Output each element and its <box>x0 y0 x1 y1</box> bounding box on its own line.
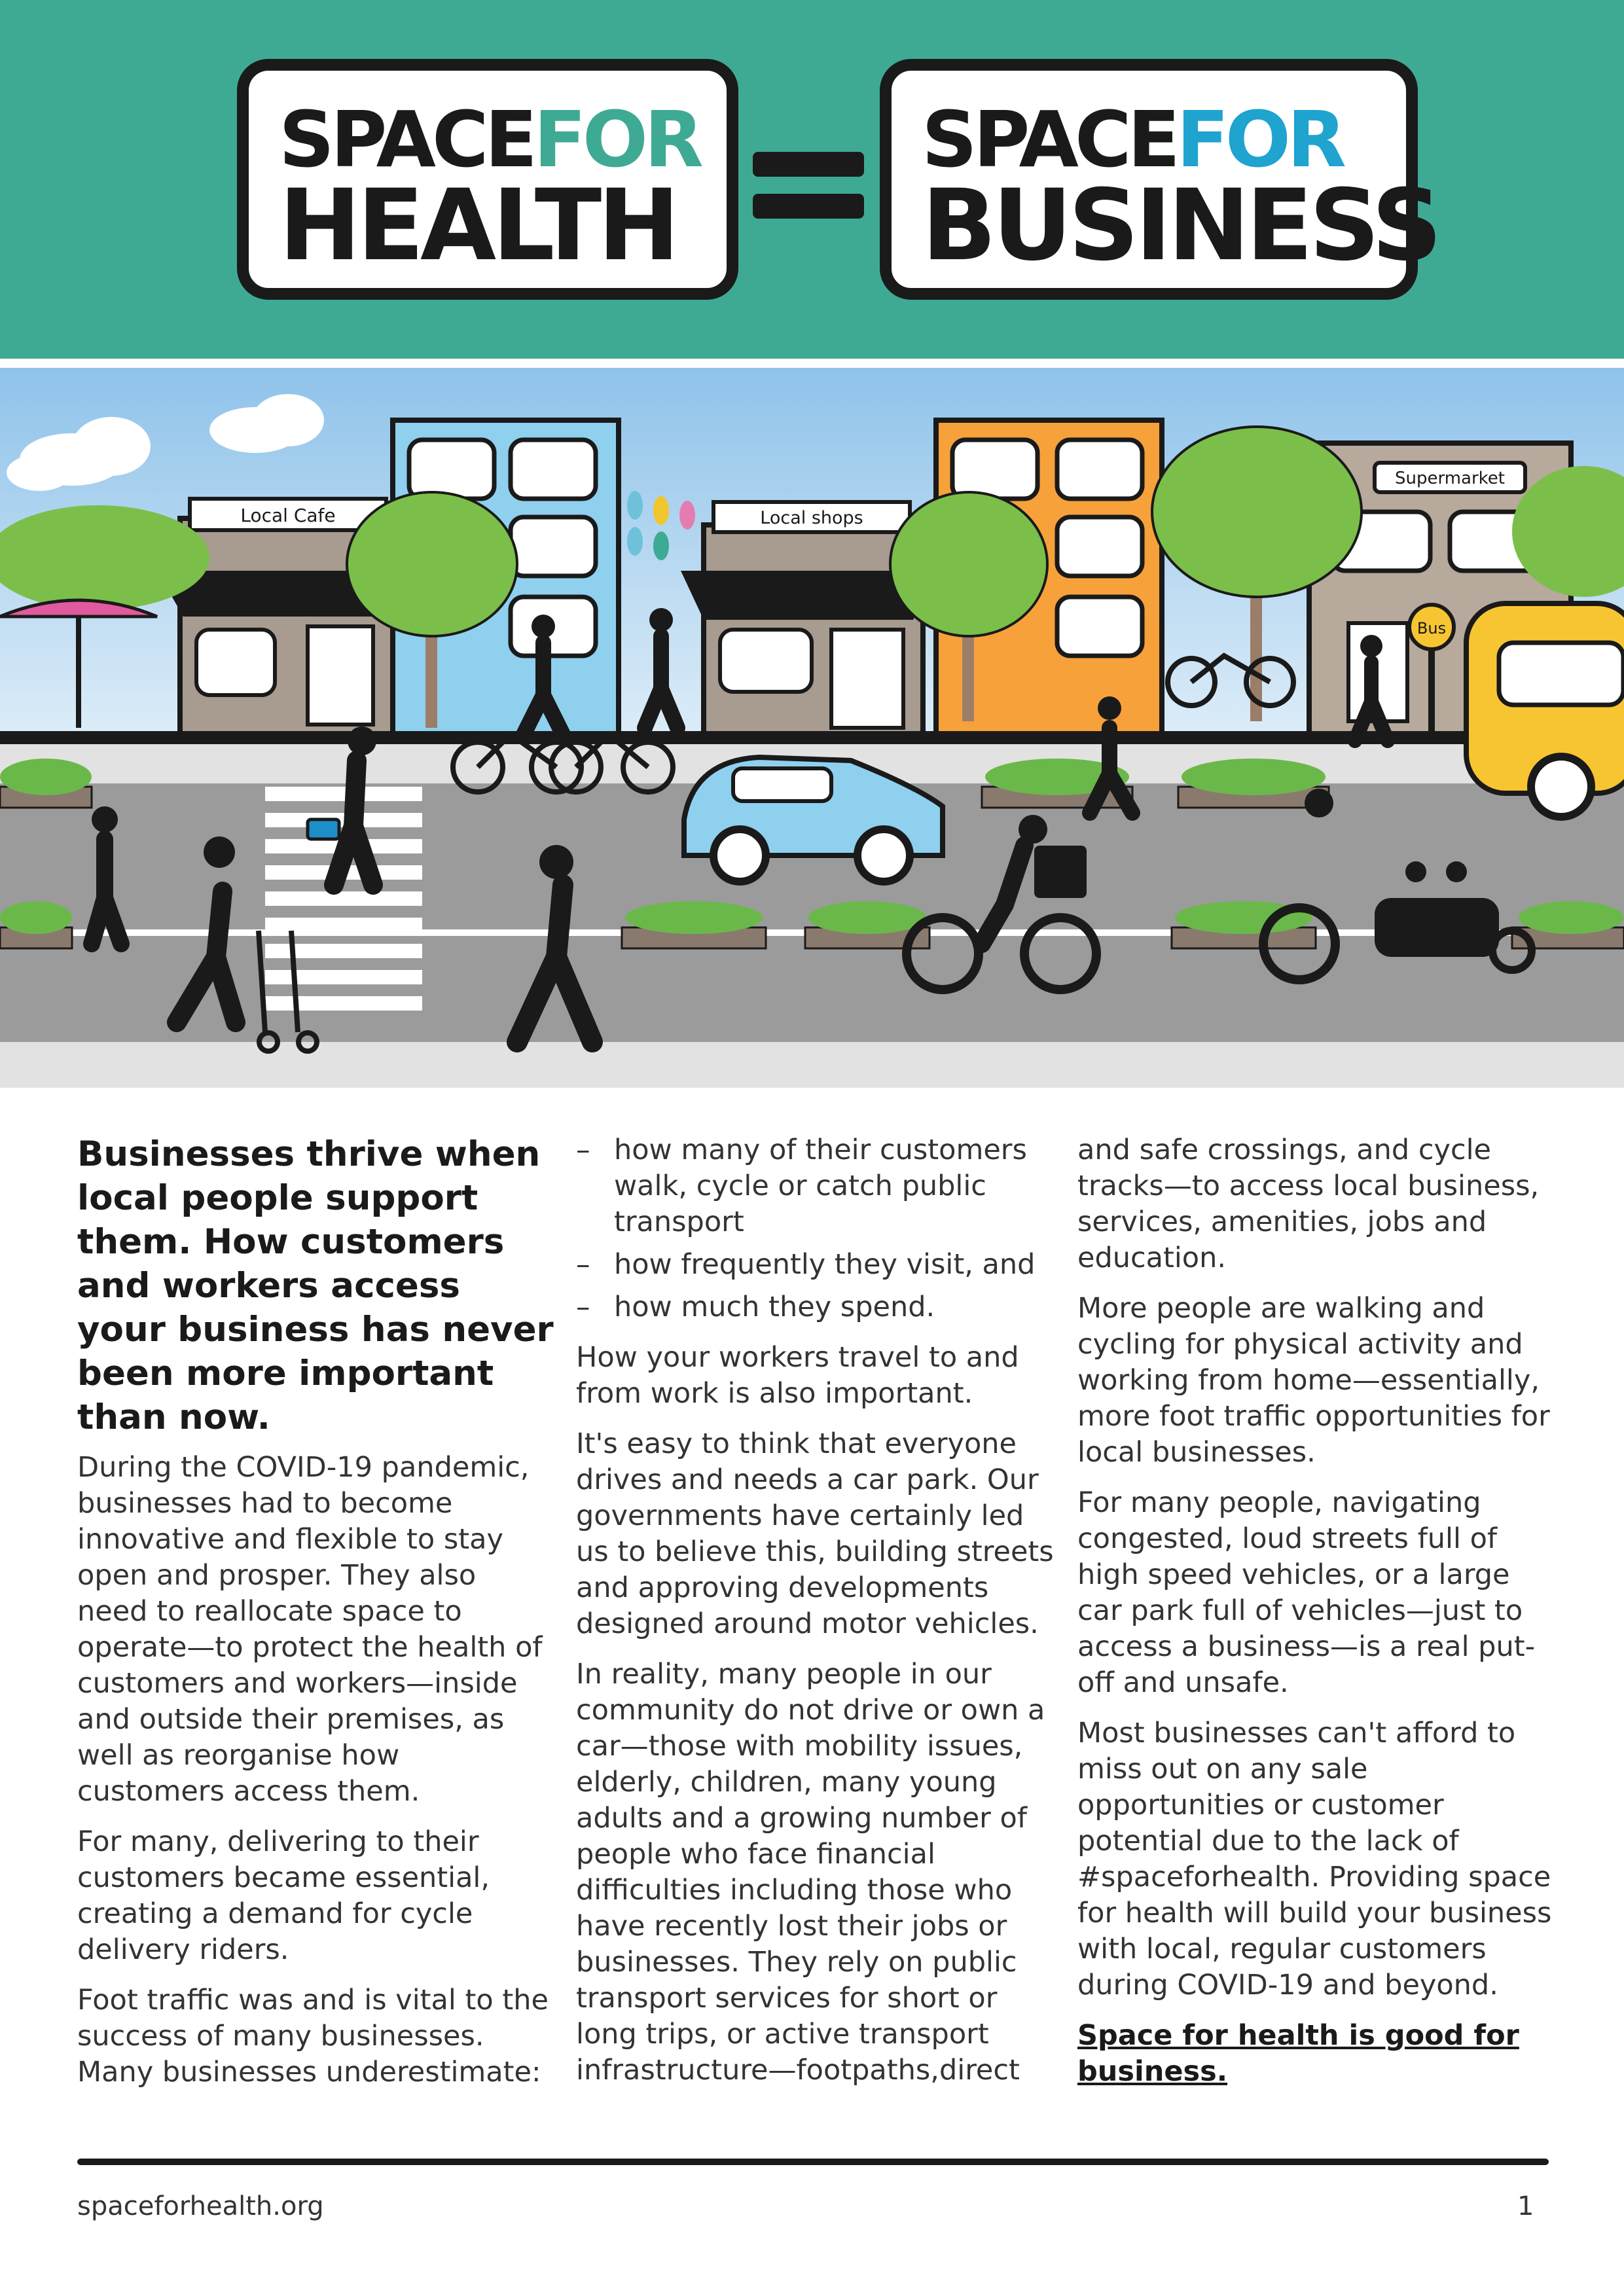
equals-bar-bottom <box>753 194 864 219</box>
list-item <box>576 1132 1054 1240</box>
col3-paragraph-0: and safe crossings, and cycle tracks—to access local business, services, amenities, jobs and education. <box>1077 1134 1540 1274</box>
col1-paragraph-1: During the COVID-19 pandemic, businesses had to become innovative and flexible to stay open and prosper. They also need to reallocate space to operate—to protect the health of customers and workers—inside and outside their premises, as well as reorganise how customers access them. <box>77 1451 543 1808</box>
column-3 <box>1077 1132 1562 2104</box>
supermarket-sign: Supermarket <box>1395 469 1505 488</box>
logo-left-health: HEALTH <box>279 169 676 283</box>
street-illustration <box>0 368 1624 1088</box>
cafe-sign: Local Cafe <box>240 505 336 526</box>
logo-right-space: SPACE <box>922 94 1177 185</box>
page-number: 1 <box>1517 2191 1534 2221</box>
list-item <box>576 1247 1054 1283</box>
logo-right-business: BUSINESS <box>922 169 1439 283</box>
dash-marker: – <box>576 1248 590 1281</box>
list-item <box>576 1289 1054 1325</box>
footpath-lower <box>0 1042 1624 1088</box>
closing-statement: Space for health is good for business. <box>1077 2019 1519 2088</box>
logo-right-for: FOR <box>1176 94 1343 185</box>
list-item-text: how much they spend. <box>614 1291 935 1323</box>
header-banner <box>0 0 1624 359</box>
col1-paragraph-2: For many, delivering to their customers became essential, creating a demand for cycle delivery riders. <box>77 1825 490 1966</box>
space-for-business-logo <box>880 59 1439 300</box>
footer-rule <box>77 2159 1549 2165</box>
col2-paragraph-2: It's easy to think that everyone drives and needs a car park. Our governments have certainly led us to believe this, building streets and approving developments designed around motor vehicles. <box>576 1427 1054 1640</box>
bus-sign-label: Bus <box>1416 619 1447 637</box>
col1-paragraph-3: Foot traffic was and is vital to the success of many businesses. Many businesses underestimate: <box>77 1984 549 2089</box>
shopping-bag-icon <box>308 819 339 839</box>
footer-url: spaceforhealth.org <box>77 2191 324 2221</box>
col3-paragraph-1: More people are walking and cycling for physical activity and working from home—essentially, more foot traffic opportunities for local businesses. <box>1077 1292 1550 1469</box>
shops-sign: Local shops <box>760 508 863 528</box>
space-for-health-logo <box>237 59 738 300</box>
col2-paragraph-3: In reality, many people in our community do not drive or own a car—those with mobility issues, elderly, children, many young adults and a growing number of people who face financial difficulties including those who have recently lost their jobs or businesses. They rely on public transport services for short or long trips, or active transport infrastructure—footpaths,direct <box>576 1658 1045 2087</box>
list-item-text: how many of their customers walk, cycle or catch public transport <box>614 1134 1027 1238</box>
column-2 <box>576 1132 1054 2103</box>
header-divider <box>0 359 1624 368</box>
col3-paragraph-2: For many people, navigating congested, loud streets full of high speed vehicles, or a large car park full of vehicles—just to access a business—is a real put-off and unsafe. <box>1077 1486 1536 1699</box>
bus-icon <box>1466 603 1624 817</box>
logo-left-space: SPACE <box>279 94 534 185</box>
list-item-text: how frequently they visit, and <box>614 1248 1036 1281</box>
logo-left-for: FOR <box>533 94 700 185</box>
col2-paragraph-1: How your workers travel to and from work is also important. <box>576 1341 1019 1410</box>
dash-marker: – <box>576 1134 590 1166</box>
equals-bar-top <box>753 152 864 177</box>
column-1 <box>77 1132 555 2105</box>
zebra-crossing <box>265 787 422 1011</box>
col3-paragraph-3: Most businesses can't afford to miss out on any sale opportunities or customer potential due to the lack of #spaceforhealth. Providing space for health will build your business with local, regular customers during COVID-19 and beyond. <box>1077 1717 1552 2001</box>
dash-marker: – <box>576 1291 590 1323</box>
lead-heading: Businesses thrive when local people support them. How customers and workers access your business has never been more important than now. <box>77 1134 554 1437</box>
